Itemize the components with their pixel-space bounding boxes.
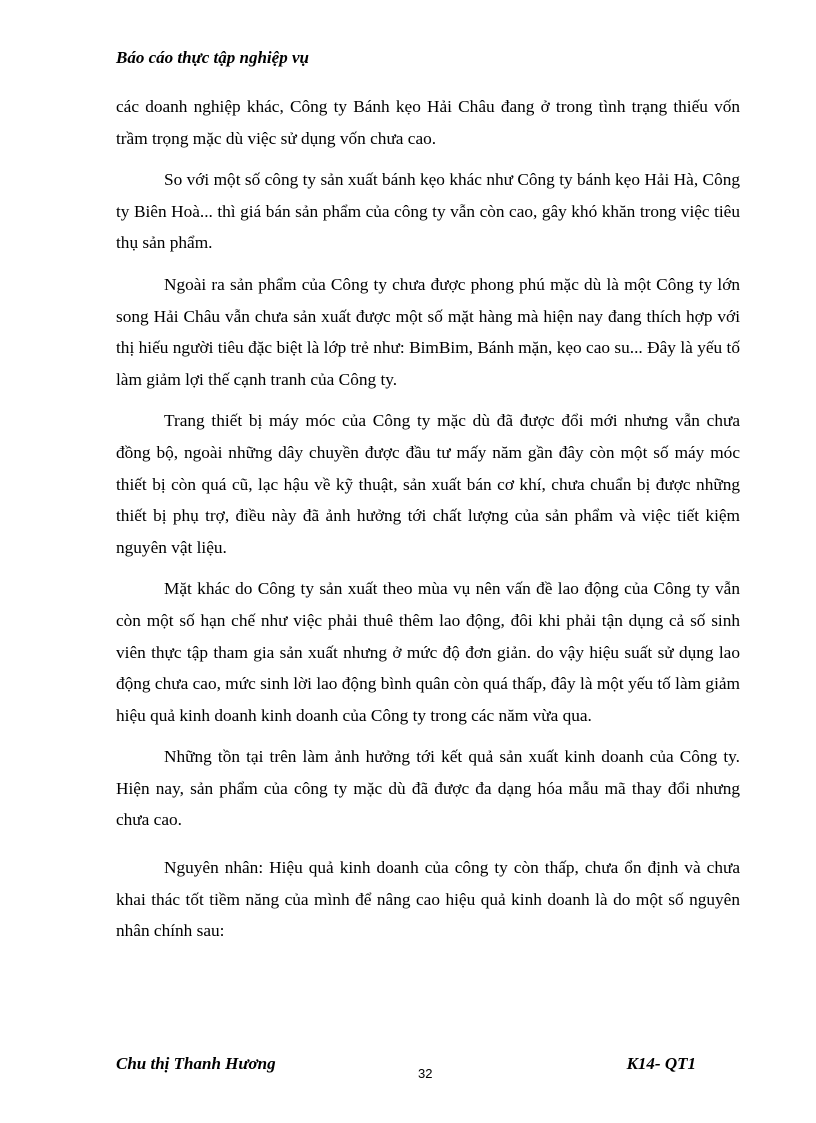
paragraph-equipment: Trang thiết bị máy móc của Công ty mặc dù đã được đổi mới nhưng vẫn chưa đồng bộ, ngoài những dây chuyền được đầu tư mấy năm gần đây còn một số máy móc thiết bị còn quá cũ, lạc hậu về kỹ thuật, sản xuất bán cơ khí, chưa chuẩn bị được những thiết bị phụ trợ, điều này đã ảnh hưởng tới chất lượng của sản phẩm và việc tiết kiệm nguyên vật liệu.: [116, 411, 740, 557]
document-header: Báo cáo thực tập nghiệp vụ: [116, 48, 309, 67]
paragraph-causes: Nguyên nhân: Hiệu quả kinh doanh của công ty còn thấp, chưa ổn định và chưa khai thác tốt tiềm năng của mình để nâng cao hiệu quả kinh doanh là do một số nguyên nhân chính sau:: [116, 858, 740, 941]
document-body: [116, 91, 740, 947]
footer-author: Chu thị Thanh Hương: [116, 1054, 276, 1073]
paragraph-products: Ngoài ra sản phẩm của Công ty chưa được phong phú mặc dù là một Công ty lớn song Hải Châu vẫn chưa sản xuất được một số mặt hàng mà hiện nay đang thích hợp với thị hiếu người tiêu đặc biệt là lớp trẻ như: BimBim, Bánh mặn, kẹo cao su... Đây là yếu tố làm giảm lợi thế cạnh tranh của Công ty.: [116, 274, 740, 389]
page-number: 32: [418, 1066, 433, 1081]
paragraph-labor: Mặt khác do Công ty sản xuất theo mùa vụ nên vấn đề lao động của Công ty vẫn còn một số hạn chế như việc phải thuê thêm lao động, đôi khi phải tận dụng cả số sinh viên thực tập tham gia sản xuất nhưng ở mức độ đơn giản. do vậy hiệu suất sử dụng lao động chưa cao, mức sinh lời lao động bình quân còn quá thấp, đây là một yếu tố làm giảm hiệu quả kinh doanh kinh doanh của Công ty trong các năm vừa qua.: [116, 579, 740, 725]
footer-class-code: K14- QT1: [626, 1054, 696, 1073]
document-footer: [116, 1054, 740, 1081]
paragraph-continuation: các doanh nghiệp khác, Công ty Bánh kẹo Hải Châu đang ở trong tình trạng thiếu vốn trầm trọng mặc dù việc sử dụng vốn chưa cao.: [116, 97, 740, 148]
paragraph-price: So với một số công ty sản xuất bánh kẹo khác như Công ty bánh kẹo Hải Hà, Công ty Biên Hoà... thì giá bán sản phẩm của công ty vẫn còn cao, gây khó khăn trong việc tiêu thụ sản phẩm.: [116, 170, 740, 253]
paragraph-shortcomings: Những tồn tại trên làm ảnh hưởng tới kết quả sản xuất kinh doanh của Công ty. Hiện nay, sản phẩm của công ty mặc dù đã được đa dạng hóa mẫu mã thay đổi nhưng chưa cao.: [116, 747, 740, 830]
